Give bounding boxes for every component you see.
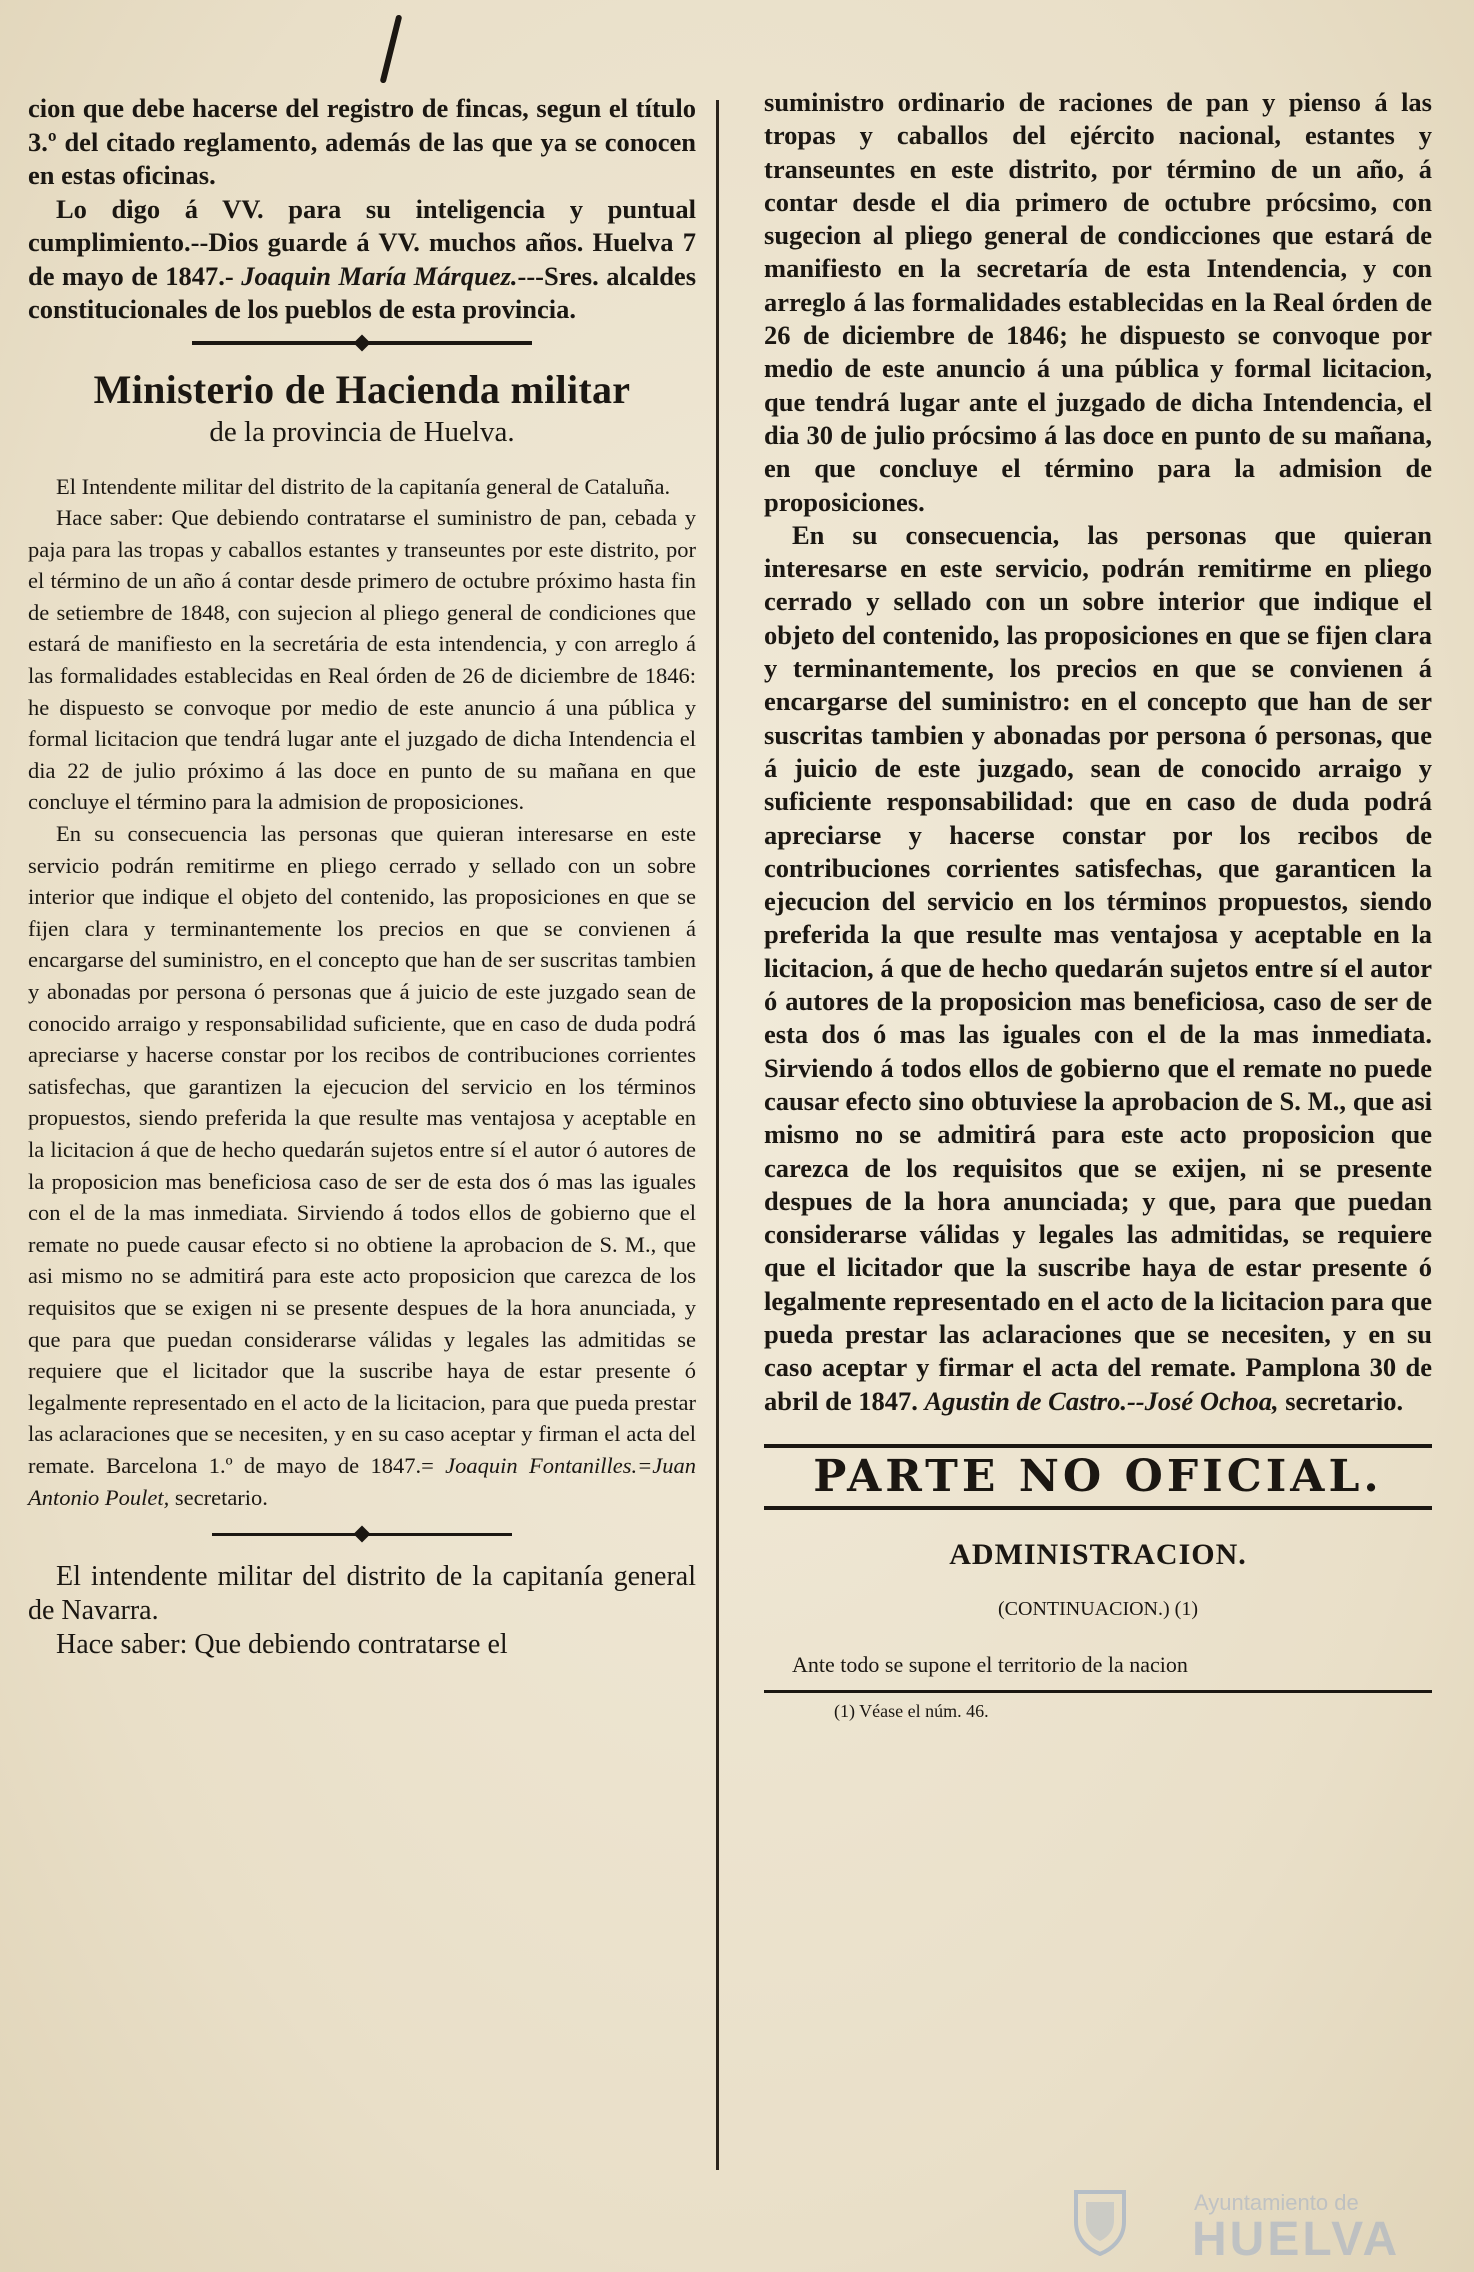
paragraph-intendente-cataluna: El Intendente militar del distrito de la capitanía general de Cataluña.: [56, 473, 671, 499]
separator-thin: [212, 1533, 512, 1536]
section-subheading: de la provincia de Huelva.: [209, 415, 515, 448]
watermark-top-text: Ayuntamiento de: [1194, 2190, 1359, 2215]
paragraph-hace-saber-navarra: Hace saber: Que debiendo contratarse el: [56, 1629, 508, 1661]
footnote: (1) Véase el núm. 46.: [834, 1701, 989, 1722]
paragraph-registro: cion que debe hacerse del registro de fincas, segun el título 3.º del citado reglamento, además de las que ya se conocen en estas oficinas.: [28, 93, 696, 190]
paragraph-consecuencia-cataluna: [28, 818, 696, 1513]
signature-castro-ochoa: Agustin de Castro.--José Ochoa,: [924, 1385, 1279, 1416]
administracion-heading: ADMINISTRACION.: [949, 1537, 1247, 1571]
column-divider: [716, 100, 719, 2170]
section-heading: Ministerio de Hacienda militar: [93, 366, 631, 412]
signature-marquez: Joaquin María Márquez.: [241, 260, 518, 291]
text-secretario-navarra: secretario.: [1285, 1385, 1404, 1416]
paragraph-consecuencia-navarra: [764, 519, 1432, 1418]
signature-fontanilles: Joaquin Fontanilles.=Juan Antonio Poulet,: [28, 1452, 697, 1510]
paragraph-intendente-navarra: El intendente militar del distrito de la capitanía general de Navarra.: [28, 1561, 696, 1627]
left-column: [28, 92, 696, 1662]
watermark-main-text: HUELVA: [1192, 2213, 1401, 2266]
text-consecuencia-navarra: En su consecuencia, las personas que quieran interesarse en este servicio, podrán remitirme en pliego cerrado y sellado con un sobre interior que indique el objeto del contenido, las proposiciones en que se fijen clara y terminantemente, los precios en que se convienen á encargarse del suministro: en el concepto que han de ser suscritas tambien y abonadas por persona ó personas, que á juicio de este juzgado, sean de conocido arraigo y suficiente responsabilidad: que en caso de duda podrá apreciarse y hacerse constar por los recibos de contribuciones corrientes satisfechas, que garanticen la ejecucion del servicio en los términos propuestos, siendo preferida la que resulte mas ventajosa y aceptable en la licitacion, á que de hecho quedarán sujetos entre sí el autor ó autores de la proposicion mas beneficiosa, caso de ser de esta dos ó mas las iguales con el de la mas inmediata. Sirviendo á todos ellos de gobierno que el remate no puede causar efecto sino obtuviese la aprobacion de S. M., que asi mismo no se admitirá para este acto proposicion que carezca de los requisitos que se exijen, ni se presente despues de la hora anunciada; y que, para que puedan considerarse válidas y legales las admitidas, se requiere que el licitador que la suscribe haya de estar presente ó legalmente representado en el acto de la licitacion para que pueda prestar las aclaraciones que se necesiten, y en su caso aceptar y firmar el acta del remate. Pamplona 30 de abril de 1847.: [764, 519, 1432, 1416]
footnote-rule: [764, 1690, 1432, 1693]
paragraph-hace-saber-cataluna: Hace saber: Que debiendo contratarse el suministro de pan, cebada y paja para las tropas y caballos estantes y transeuntes por este distrito, por el término de un año á contar desde primero de octubre próximo hasta fin de setiembre de 1848, con sujecion al pliego general de condiciones que estará de manifiesto en la secretária de esta intendencia, y con arreglo á las formalidades establecidas en Real órden de 26 de diciembre de 1846: he dispuesto se convoque por medio de este anuncio á una pública y formal licitacion que tendrá lugar ante el juzgado de dicha Intendencia el dia 22 de julio próximo á las doce en punto de su mañana en que concluye el término para la admision de proposiciones.: [28, 505, 696, 815]
ink-mark: [380, 14, 403, 83]
banner-title: PARTE NO OFICIAL.: [813, 1451, 1383, 1503]
paragraph-lo-digo: [28, 193, 696, 327]
parte-no-oficial-banner: [764, 1444, 1432, 1510]
text-consecuencia-cataluna: En su consecuencia las personas que quieran interesarse en este servicio podrán remitirme en pliego cerrado y sellado con un sobre interior que indique el objeto del contenido, las proposiciones en que se fijen clara y terminantemente los precios en que se convienen á encargarse del suministro, en el concepto que han de ser suscritas tambien y abonadas por persona ó personas que á juicio de este juzgado sean de conocido arraigo y responsabilidad suficiente, que en caso de duda podrá apreciarse y hacerse constar por los recibos de contribuciones corrientes satisfechas, que garantizen la ejecucion del servicio en los términos propuestos, siendo preferida la que resulte mas ventajosa y aceptable en la licitacion á que de hecho quedarán sujetos entre sí el autor ó autores de la proposicion mas beneficiosa caso de ser de esta dos ó mas las iguales con el de la mas inmediata. Sirviendo á todos ellos de gobierno que el remate no puede causar efecto si no obtiene la aprobacion de S. M., que asi mismo no se admitirá para este acto proposicion que carezca de los requisitos que se exigen ni se presente despues de la hora anunciada, y que para que puedan considerarse válidas y legales las admitidas se requiere que el licitador que la suscribe haya de estar presente ó legalmente representado en el acto de la licitacion, para que pueda prestar las aclaraciones que se necesiten, y en su caso aceptar y firman el acta del remate. Barcelona 1.º de mayo de 1847.=: [28, 821, 696, 1478]
archive-watermark: [1072, 2186, 1402, 2266]
text-lo-digo: Lo digo á VV. para su inteligencia y puntual cumplimiento.--Dios guarde á VV. muchos años. Huelva 7 de mayo de 1847.-: [28, 193, 696, 291]
right-column: [764, 86, 1432, 1722]
coat-of-arms-icon: [1072, 2186, 1128, 2256]
paragraph-suministro-navarra: suministro ordinario de raciones de pan y pienso á las tropas y caballos del ejército nacional, estantes y transeuntes en este distrito, por término de un año, á contar desde el dia primero de octubre prócsimo, con sugecion al pliego general de condicciones que estará de manifiesto en la secretaría de esta Intendencia, y con arreglo á las formalidades establecidas en la Real órden de 26 de diciembre de 1846; he dispuesto se convoque por medio de este anuncio á una pública y formal licitacion, que tendrá lugar ante el juzgado de dicha Intendencia, el dia 30 de julio prócsimo á las doce en punto de su mañana, en que concluye el término para la admision de proposiciones.: [764, 87, 1432, 517]
continuation-label: (CONTINUACION.) (1): [998, 1597, 1198, 1620]
paragraph-administracion: Ante todo se supone el territorio de la nacion: [792, 1651, 1188, 1677]
text-secretario-cataluna: secretario.: [174, 1484, 268, 1510]
separator-rule: [192, 341, 532, 345]
text-alcaldes: ---Sres. alcaldes constitucionales de los pueblos de esta provincia.: [28, 260, 697, 324]
